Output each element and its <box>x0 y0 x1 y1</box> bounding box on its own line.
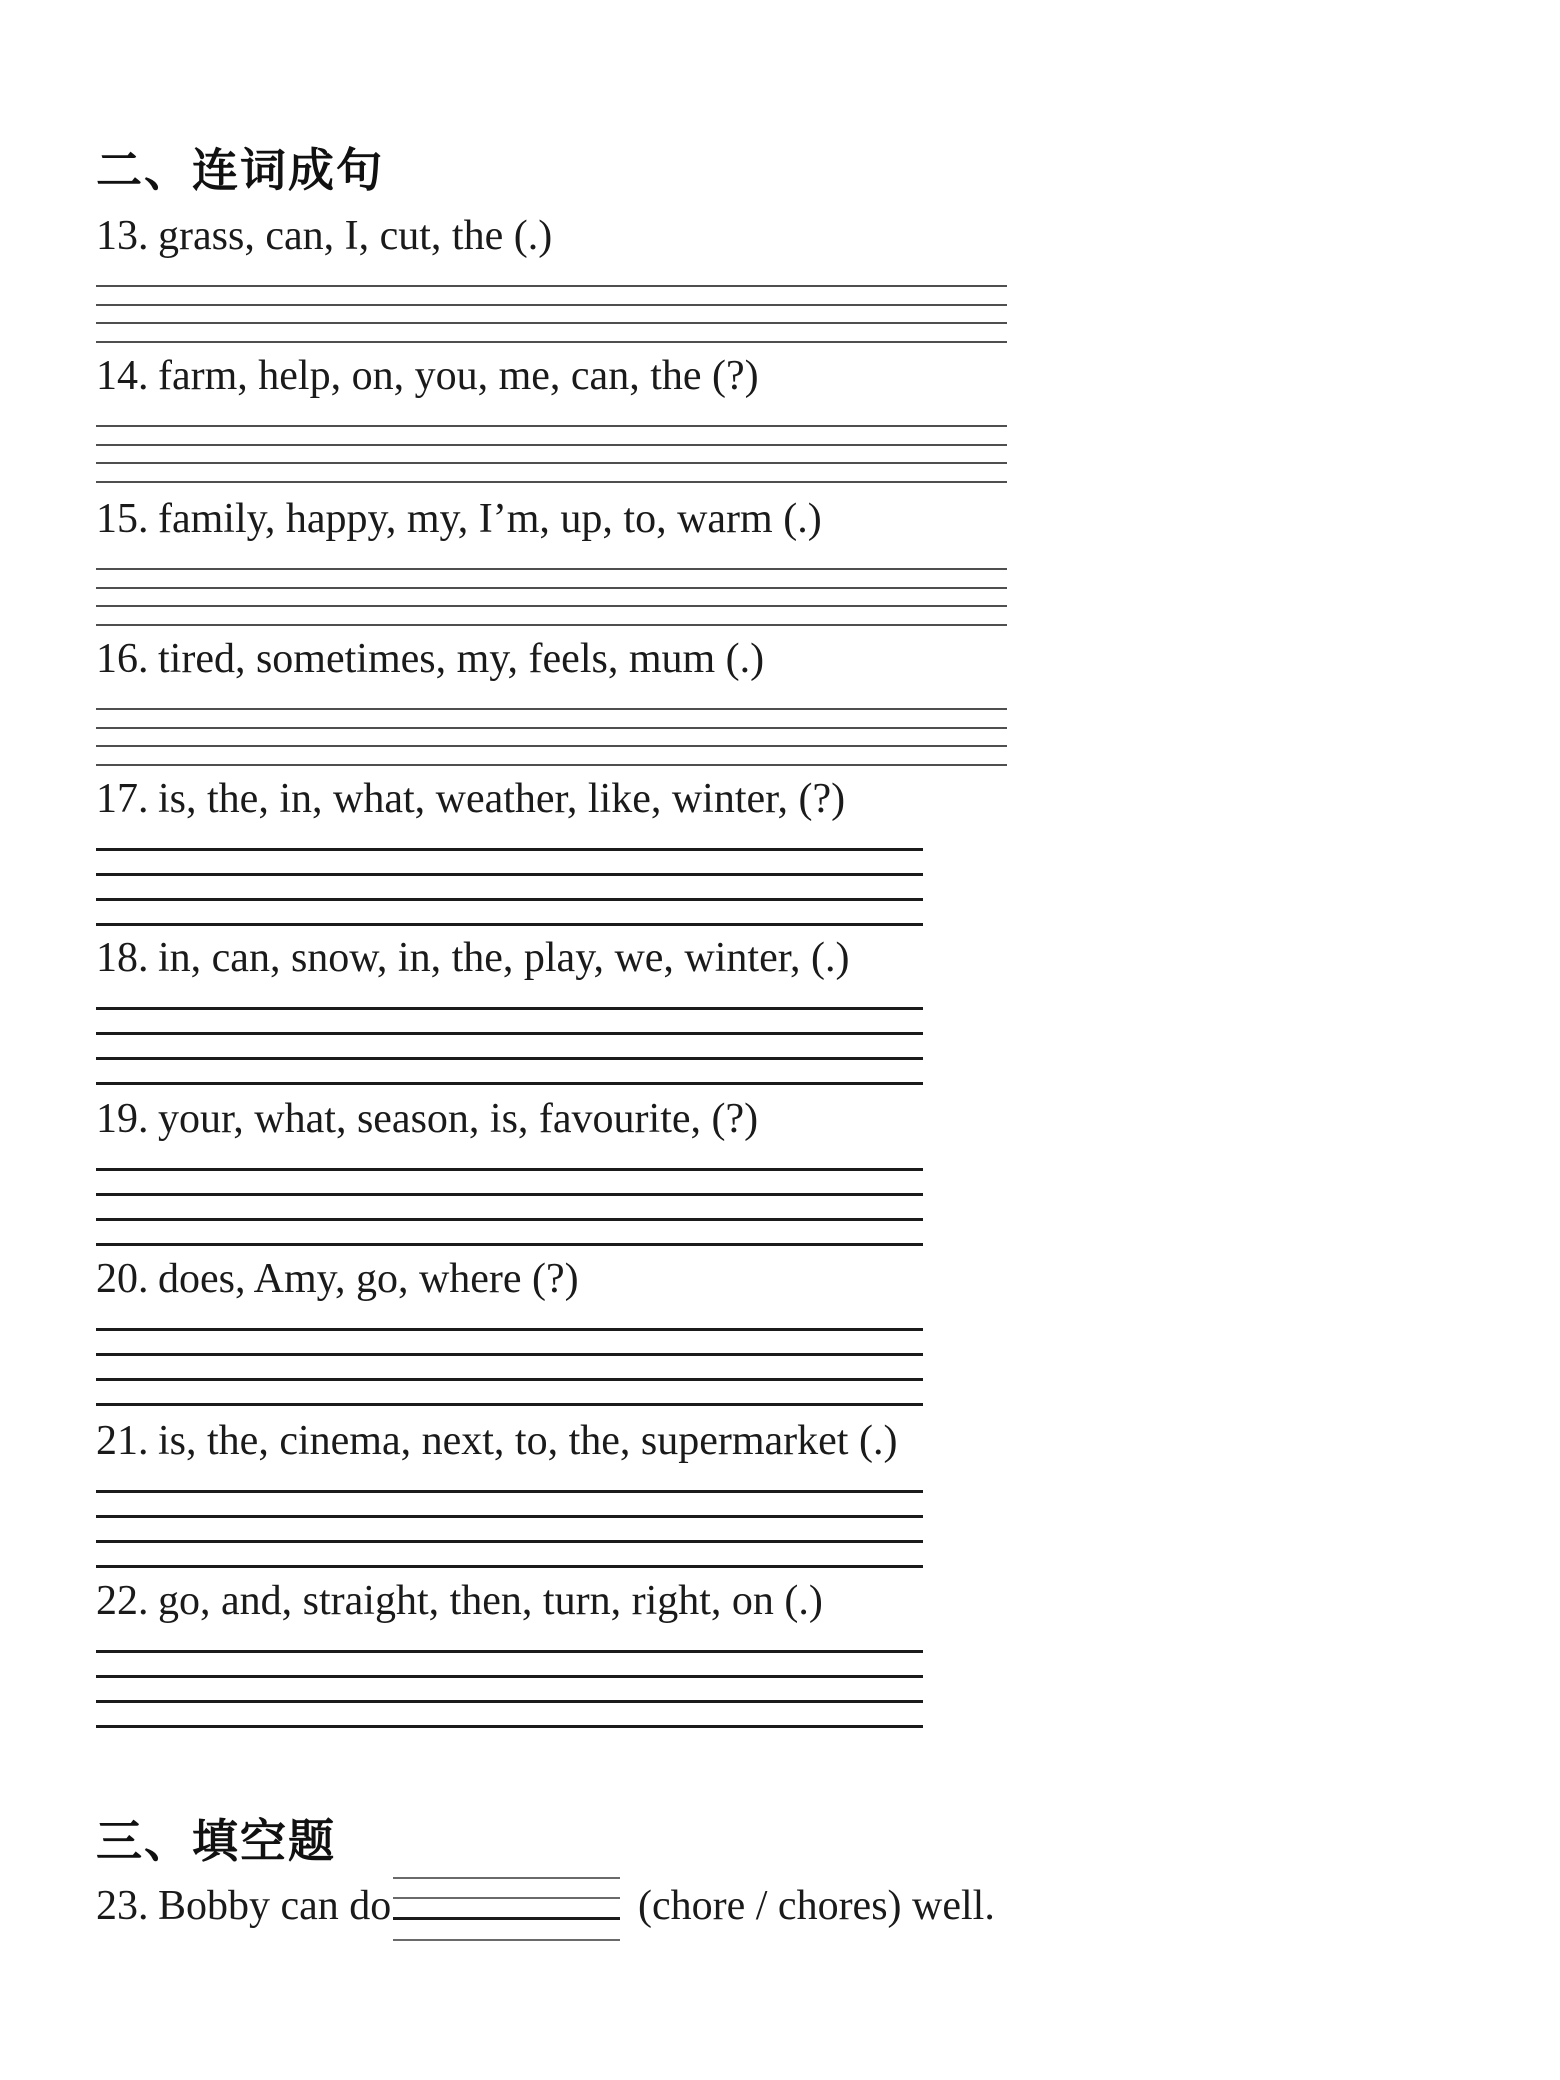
section-2-title: 二、连词成句 <box>96 144 384 196</box>
answer-lines-22 <box>96 1650 923 1728</box>
question-13 <box>96 215 552 257</box>
question-23-text-after: (chore / chores) well. <box>638 1883 995 1929</box>
question-14-text: farm, help, on, you, me, can, the (?) <box>158 353 759 399</box>
question-15-text: family, happy, my, I’m, up, to, warm (.) <box>158 496 822 542</box>
question-19-text: your, what, season, is, favourite, (?) <box>158 1096 759 1142</box>
answer-lines-14 <box>96 425 1007 483</box>
question-16-number: 16. <box>96 636 149 682</box>
question-15 <box>96 498 822 540</box>
answer-lines-16 <box>96 708 1007 766</box>
question-20-number: 20. <box>96 1256 149 1302</box>
question-18 <box>96 937 850 979</box>
answer-lines-19 <box>96 1168 923 1246</box>
question-18-text: in, can, snow, in, the, play, we, winter, (.) <box>158 935 850 981</box>
question-23-number: 23. <box>96 1883 149 1929</box>
question-19 <box>96 1098 758 1140</box>
question-23-text-before: Bobby can do <box>158 1883 392 1929</box>
answer-lines-21 <box>96 1490 923 1568</box>
question-19-number: 19. <box>96 1096 149 1142</box>
question-18-number: 18. <box>96 935 149 981</box>
question-22 <box>96 1580 823 1622</box>
question-20-text: does, Amy, go, where (?) <box>158 1256 579 1302</box>
question-13-number: 13. <box>96 213 149 259</box>
question-17 <box>96 778 845 820</box>
question-14 <box>96 355 759 397</box>
question-17-text: is, the, in, what, weather, like, winter, (?) <box>158 776 846 822</box>
question-22-number: 22. <box>96 1578 149 1624</box>
question-23-blank-lines <box>393 1877 620 1941</box>
question-21-text: is, the, cinema, next, to, the, supermarket (.) <box>158 1418 898 1464</box>
question-17-number: 17. <box>96 776 149 822</box>
question-13-text: grass, can, I, cut, the (.) <box>158 213 553 259</box>
answer-lines-18 <box>96 1007 923 1085</box>
question-14-number: 14. <box>96 353 149 399</box>
question-20 <box>96 1258 579 1300</box>
question-16 <box>96 638 764 680</box>
question-21 <box>96 1420 897 1462</box>
answer-lines-17 <box>96 848 923 926</box>
answer-lines-20 <box>96 1328 923 1406</box>
question-22-text: go, and, straight, then, turn, right, on (.) <box>158 1578 823 1624</box>
answer-lines-15 <box>96 568 1007 626</box>
section-3-title: 三、填空题 <box>96 1815 336 1867</box>
question-15-number: 15. <box>96 496 149 542</box>
answer-lines-13 <box>96 285 1007 343</box>
question-16-text: tired, sometimes, my, feels, mum (.) <box>158 636 765 682</box>
question-21-number: 21. <box>96 1418 149 1464</box>
